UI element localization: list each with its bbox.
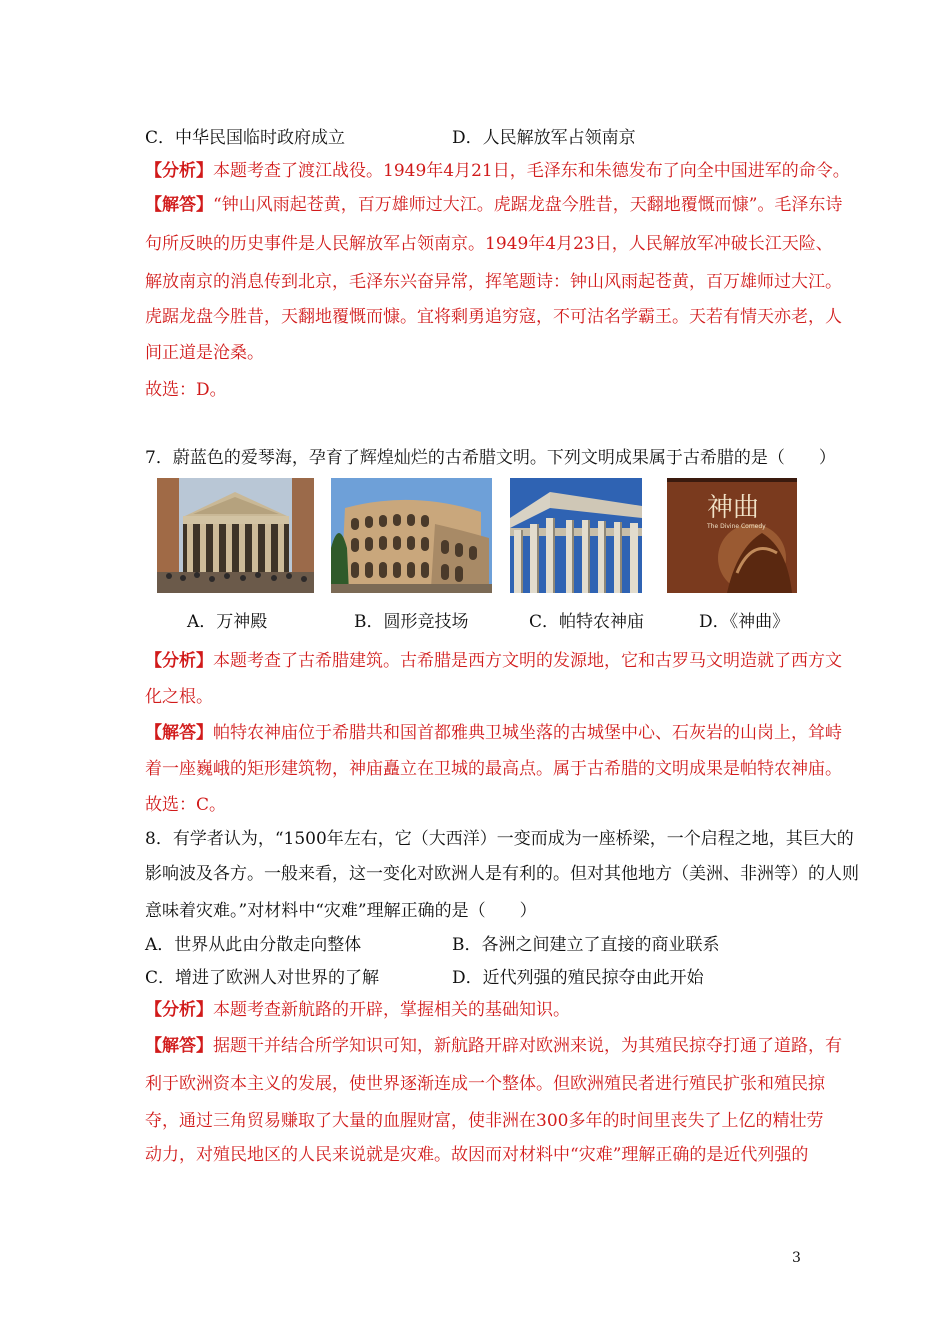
q7-analysis-line: 化之根。	[145, 687, 213, 707]
parthenon-image	[510, 478, 642, 593]
q7-answer	[145, 723, 842, 743]
q7-stem: 7．蔚蓝色的爱琴海，孕育了辉煌灿烂的古希腊文明。下列文明成果属于古希腊的是（ ）	[145, 448, 836, 468]
q7-analysis-text: 本题考查了古希腊建筑。古希腊是西方文明的发源地，它和古罗马文明造就了西方文	[213, 651, 842, 671]
q7-caption-b: B．圆形竞技场	[354, 612, 469, 632]
q8-analysis-text: 本题考查新航路的开辟，掌握相关的基础知识。	[213, 1000, 570, 1020]
pantheon-image	[157, 478, 314, 593]
q7-caption-c: C．帕特农神庙	[529, 612, 645, 632]
q6-analysis	[145, 161, 850, 181]
q8-answer-line: 利于欧洲资本主义的发展，使世界逐渐连成一个整体。但欧洲殖民者进行殖民扩张和殖民掠	[145, 1074, 825, 1094]
q8-stem-line: 影响波及各方。一般来看，这一变化对欧洲人是有利的。但对其他地方（美洲、非洲等）的人则	[145, 864, 859, 884]
answer-tag: 【解答】	[145, 723, 213, 743]
book-subtitle: The Divine Comedy	[707, 523, 766, 530]
q6-answer-line	[145, 195, 842, 215]
q8-option-d: D．近代列强的殖民掠夺由此开始	[452, 968, 704, 988]
q6-option-c: C．中华民国临时政府成立	[145, 128, 346, 148]
q6-answer-line: 间正道是沧桑。	[145, 343, 264, 363]
q7-analysis	[145, 651, 842, 671]
q7-caption-d: D．《神曲》	[699, 612, 790, 632]
q8-stem-line: 8．有学者认为，“1500年左右，它（大西洋）一变而成为一座桥梁，一个启程之地，其巨大的	[145, 829, 854, 849]
analysis-tag: 【分析】	[145, 161, 213, 181]
q6-analysis-text: 本题考查了渡江战役。1949年4月21日，毛泽东和朱德发布了向全中国进军的命令。	[213, 161, 850, 181]
colosseum-image	[331, 478, 492, 593]
q8-stem-line: 意味着灾难。”对材料中“灾难”理解正确的是（ ）	[145, 901, 537, 921]
q8-answer	[145, 1036, 842, 1056]
analysis-tag: 【分析】	[145, 1000, 213, 1020]
q7-answer-line: 着一座巍峨的矩形建筑物，神庙矗立在卫城的最高点。属于古希腊的文明成果是帕特农神庙。	[145, 759, 842, 779]
divine-comedy-cover-image	[667, 478, 797, 593]
analysis-tag: 【分析】	[145, 651, 213, 671]
q8-option-a: A．世界从此由分散走向整体	[145, 935, 362, 955]
q6-choice: 故选：D。	[145, 380, 227, 400]
q8-analysis	[145, 1000, 570, 1020]
q8-answer-line: 夺，通过三角贸易赚取了大量的血腥财富，使非洲在300多年的时间里丧失了上亿的精壮劳	[145, 1111, 824, 1131]
q6-option-d: D．人民解放军占领南京	[452, 128, 636, 148]
book-title: 神曲	[707, 493, 760, 523]
q7-answer-text: 帕特农神庙位于希腊共和国首都雅典卫城坐落的古城堡中心、石灰岩的山岗上，耸峙	[213, 723, 842, 743]
q8-answer-line: 动力，对殖民地区的人民来说就是灾难。故因而对材料中“灾难”理解正确的是近代列强的	[145, 1145, 809, 1165]
q8-option-b: B．各洲之间建立了直接的商业联系	[452, 935, 720, 955]
q6-answer-text: “钟山风雨起苍黄，百万雄师过大江。虎踞龙盘今胜昔，天翻地覆慨而慷”。毛泽东诗	[213, 195, 843, 215]
q6-answer-line: 虎踞龙盘今胜昔，天翻地覆慨而慷。宜将剩勇追穷寇，不可沽名学霸王。天若有情天亦老，人	[145, 307, 842, 327]
answer-tag: 【解答】	[145, 195, 213, 215]
q7-caption-a: A．万神殿	[187, 612, 268, 632]
q8-option-c: C．增进了欧洲人对世界的了解	[145, 968, 380, 988]
page-number: 3	[792, 1250, 801, 1266]
q8-answer-text: 据题干并结合所学知识可知，新航路开辟对欧洲来说，为其殖民掠夺打通了道路，有	[213, 1036, 842, 1056]
q6-answer-line: 解放南京的消息传到北京，毛泽东兴奋异常，挥笔题诗：钟山风雨起苍黄，百万雄师过大江。	[145, 272, 842, 292]
q6-answer-line: 句所反映的历史事件是人民解放军占领南京。1949年4月23日，人民解放军冲破长江天险、	[145, 234, 833, 254]
q7-choice: 故选：C。	[145, 795, 227, 815]
answer-tag: 【解答】	[145, 1036, 213, 1056]
